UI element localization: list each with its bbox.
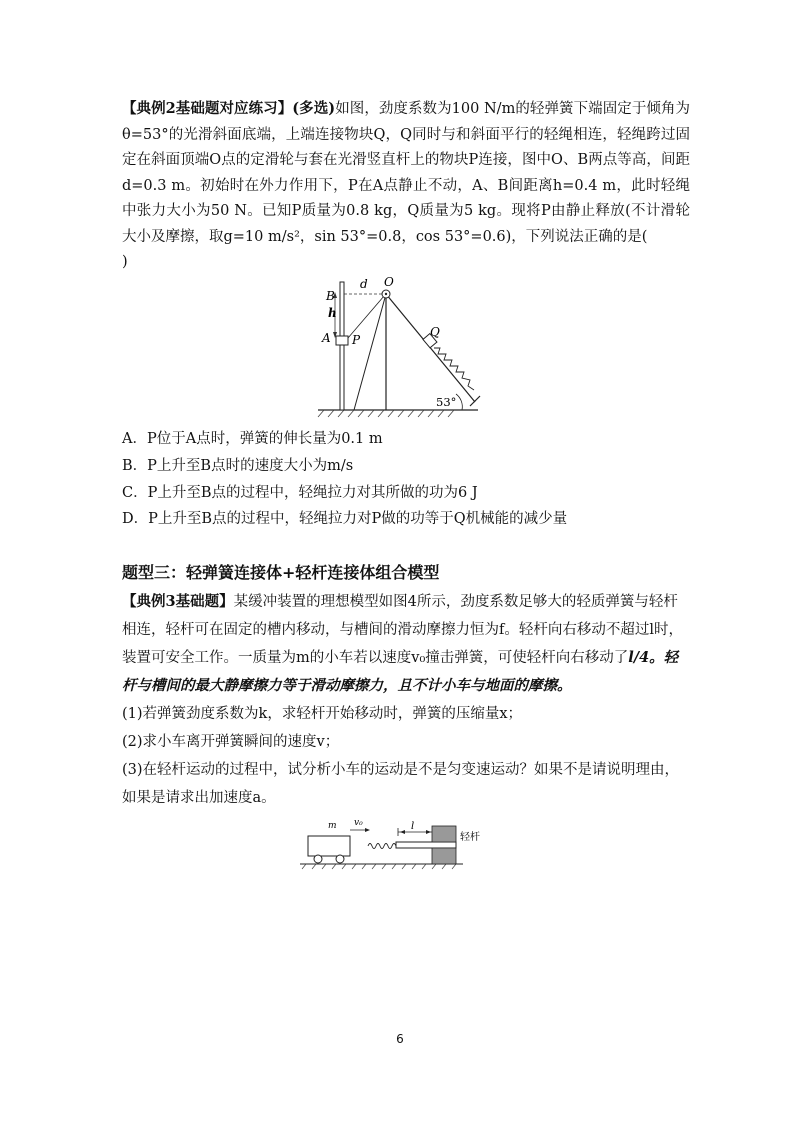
question-2-body: 如图，劲度系数为100 N/m的轻弹簧下端固定于倾角为θ=53°的光滑斜面底端，上端连接物块Q，Q同时与和斜面平行的轻绳相连，轻绳跨过固定在斜面顶端O点的定滑轮与套在光滑竖直杆上的物块P连接，图中O、B两点等高，间距d=0.3 m。初始时在外力作用下，P在A点静止不动，A、B间距离h=0.4 m，此时轻绳中张力大小为50 N。已知P质量为0.8 kg，Q质量为5 kg。现将P由静止释放(不计滑轮大小及摩擦，取g=10 m/s²，sin 53°=0.8，cos 53°=0.6)，下列说法正确的是( [122,101,690,245]
label-d: d [360,277,368,291]
label-l: l [411,821,415,832]
question-2-label: 【典例2基础题对应练习】 [122,100,293,117]
option-b: B．P上升至B点时的速度大小为m/s [122,458,354,474]
incline-pulley-figure [310,272,490,420]
option-c: C．P上升至B点的过程中，轻绳拉力对其所做的功为6 J [122,485,478,501]
label-B: B [326,289,335,303]
label-O: O [384,275,394,289]
question-2-text [122,96,690,276]
question-3-label: 【典例3基础题】 [122,593,234,610]
page-number: 6 [396,1032,404,1046]
label-h: h [328,306,337,320]
label-v0: v₀ [354,818,363,828]
question-3-text [122,588,690,812]
label-angle: 53° [436,395,457,409]
label-rod: 轻杆 [460,832,480,843]
label-Q: Q [430,325,440,339]
question-3-item-2: (2)求小车离开弹簧瞬间的速度v； [122,734,340,750]
label-A: A [322,331,331,345]
question-2-paren: ) [122,254,128,270]
option-d: D．P上升至B点的过程中，轻绳拉力对P做的功等于Q机械能的减少量 [122,511,568,527]
label-m: m [328,821,337,831]
question-3-body: 某缓冲装置的理想模型如图4所示，劲度系数足够大的轻质弹簧与轻杆相连，轻杆可在固定的槽内移动，与槽间的滑动摩擦力恒为f。轻杆向右移动不超过l时，装置可安全工作。一质量为m的小车若以速度v₀撞击弹簧，可使轻杆向右移动了 [122,594,684,666]
question-3-item-3: (3)在轻杆运动的过程中，试分析小车的运动是不是匀变速运动？如果不是请说明理由，如果是请求出加速度a。 [122,762,680,806]
question-3-item-1: (1)若弹簧劲度系数为k，求轻杆开始移动时，弹簧的压缩量x； [122,706,523,722]
section-heading: 题型三：轻弹簧连接体+轻杆连接体组合模型 [122,563,440,582]
option-a: A．P位于A点时，弹簧的伸长量为0.1 m [122,431,383,447]
question-2-tag: (多选) [292,100,336,117]
buffer-device-figure [298,812,508,874]
question-3-emphasis: l/4。轻杆与槽间的最大静摩擦力等于滑动摩擦力，且不计小车与地面的摩擦。 [122,649,679,694]
label-P: P [352,333,361,347]
